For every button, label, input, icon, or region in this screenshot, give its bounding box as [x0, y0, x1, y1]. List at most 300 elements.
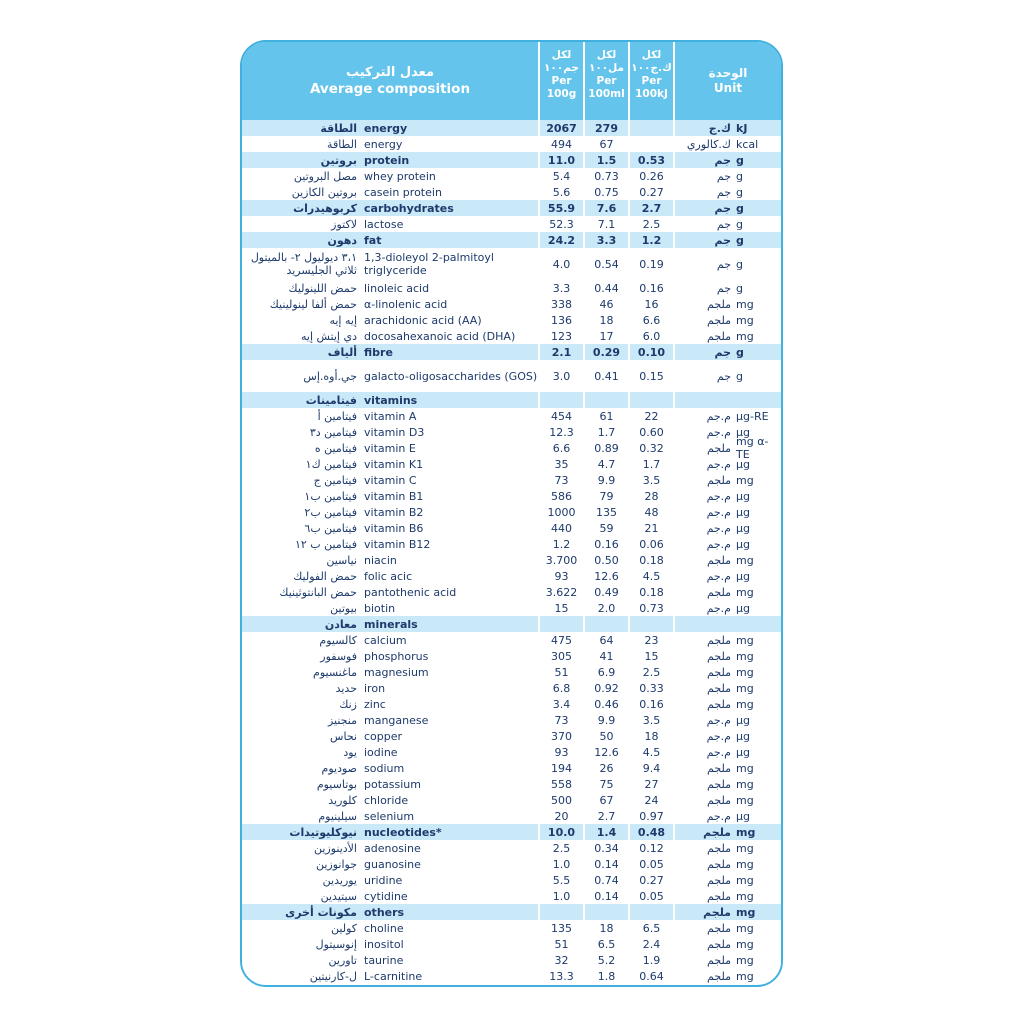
table-row — [242, 168, 781, 184]
per-column-arabic-unit: جم — [563, 62, 580, 74]
value-per-100g — [538, 904, 583, 920]
table-row — [242, 776, 781, 792]
nutrient-name-cell — [242, 440, 538, 456]
per-column-arabic-amount — [589, 62, 624, 75]
value-per-100g — [538, 616, 583, 632]
header-per-column-100ml — [583, 42, 628, 120]
nutrient-name-arabic: كلوريد — [328, 793, 357, 807]
unit-arabic: م.جم — [706, 489, 731, 503]
nutrient-name-arabic: مكونات أخرى — [285, 905, 357, 919]
nutrient-name-english: vitamin A — [364, 409, 417, 423]
unit-cell — [673, 824, 781, 840]
value-per-100kj: 0.48 — [628, 824, 673, 840]
nutrient-name-english: iron — [364, 681, 386, 695]
nutrient-name-arabic: فيتامين ه — [314, 441, 357, 455]
nutrient-name-cell — [242, 952, 538, 968]
nutrient-name-cell — [242, 616, 538, 632]
unit-english: g — [736, 369, 743, 383]
unit-english: mg — [736, 649, 754, 663]
unit-arabic: م.جم — [706, 521, 731, 535]
value-per-100g — [538, 392, 583, 408]
unit-english: mg — [736, 793, 754, 807]
unit-cell — [673, 392, 781, 408]
value-per-100g: 93 — [538, 568, 583, 584]
nutrient-name-arabic: زنك — [339, 697, 357, 711]
nutrient-name-arabic: حمض ألفا لينولينيك — [269, 297, 357, 311]
unit-arabic: ملجم — [707, 873, 731, 887]
nutrient-name-english: vitamin B2 — [364, 505, 424, 519]
unit-cell — [673, 456, 781, 472]
unit-arabic: ك.كالوري — [686, 137, 731, 151]
nutrient-name-english: vitamin B12 — [364, 537, 431, 551]
nutrient-name-english: copper — [364, 729, 403, 743]
table-row — [242, 296, 781, 312]
unit-cell — [673, 200, 781, 216]
value-per-100ml: 0.29 — [583, 344, 628, 360]
value-per-100kj: 0.27 — [628, 872, 673, 888]
unit-english: µg — [736, 425, 750, 439]
unit-english: mg — [736, 329, 754, 343]
value-per-100kj: 0.18 — [628, 584, 673, 600]
value-per-100kj — [628, 616, 673, 632]
unit-cell — [673, 872, 781, 888]
unit-cell — [673, 936, 781, 952]
nutrient-name-english: iodine — [364, 745, 398, 759]
unit-arabic: جم — [714, 345, 731, 359]
nutrient-name-arabic: فيتامين ب٢ — [304, 505, 357, 519]
value-per-100g: 2.5 — [538, 840, 583, 856]
value-per-100g: 5.4 — [538, 168, 583, 184]
unit-arabic: ملجم — [707, 841, 731, 855]
value-per-100ml: 279 — [583, 120, 628, 136]
nutrient-name-cell — [242, 968, 538, 984]
unit-english: µg-RE — [736, 409, 769, 423]
value-per-100ml: 9.9 — [583, 472, 628, 488]
nutrient-name-cell — [242, 664, 538, 680]
unit-cell — [673, 632, 781, 648]
value-per-100kj: 0.73 — [628, 600, 673, 616]
unit-arabic: جم — [714, 233, 731, 247]
value-per-100ml: 0.34 — [583, 840, 628, 856]
nutrient-name-english: choline — [364, 921, 404, 935]
value-per-100ml: 1.7 — [583, 424, 628, 440]
unit-english: mg α-TE — [736, 435, 769, 461]
nutrient-name-arabic: بروتين الكازين — [291, 185, 357, 199]
header-unit-english: Unit — [713, 81, 743, 95]
table-row — [242, 808, 781, 824]
unit-cell — [673, 680, 781, 696]
unit-cell — [673, 312, 781, 328]
unit-arabic: م.جم — [706, 601, 731, 615]
nutrient-name-arabic: جوانوزين — [315, 857, 357, 871]
value-per-100g: 51 — [538, 936, 583, 952]
nutrient-name-arabic: مصل البروتين — [293, 169, 357, 183]
nutrient-name-cell — [242, 904, 538, 920]
nutrient-name-cell — [242, 776, 538, 792]
nutrient-name-english: fat — [364, 233, 382, 247]
nutrient-name-arabic: فيتامين ب٦ — [304, 521, 357, 535]
unit-arabic: ملجم — [707, 649, 731, 663]
table-row — [242, 856, 781, 872]
value-per-100ml: 75 — [583, 776, 628, 792]
nutrient-name-arabic: بروتين — [320, 153, 357, 167]
value-per-100g: 51 — [538, 664, 583, 680]
value-per-100g: 35 — [538, 456, 583, 472]
table-row — [242, 728, 781, 744]
nutrient-name-cell — [242, 408, 538, 424]
unit-arabic: ملجم — [707, 633, 731, 647]
table-row — [242, 680, 781, 696]
table-row — [242, 888, 781, 904]
nutrient-name-arabic: الأدينوزين — [313, 841, 357, 855]
value-per-100g: 52.3 — [538, 216, 583, 232]
value-per-100g: 73 — [538, 712, 583, 728]
unit-arabic: ملجم — [707, 969, 731, 983]
value-per-100kj: 24 — [628, 792, 673, 808]
nutrient-name-arabic: فيتامين ك١ — [305, 457, 357, 471]
nutrient-name-arabic: حديد — [335, 681, 357, 695]
table-row — [242, 344, 781, 360]
table-row — [242, 472, 781, 488]
value-per-100ml — [583, 392, 628, 408]
per-column-arabic-number: ١٠٠ — [631, 62, 651, 74]
unit-arabic: ملجم — [707, 777, 731, 791]
value-per-100kj: 0.15 — [628, 360, 673, 392]
value-per-100kj: 23 — [628, 632, 673, 648]
nutrient-name-arabic: إنوسيتول — [315, 937, 357, 951]
nutrient-name-cell — [242, 680, 538, 696]
nutrient-name-arabic: دي إيتش إيه — [301, 329, 357, 343]
unit-cell — [673, 216, 781, 232]
nutrient-name-english: minerals — [364, 617, 418, 631]
table-row — [242, 568, 781, 584]
value-per-100g: 4.0 — [538, 248, 583, 280]
value-per-100g: 194 — [538, 760, 583, 776]
unit-arabic: ملجم — [707, 761, 731, 775]
nutrient-name-english: chloride — [364, 793, 409, 807]
value-per-100g: 73 — [538, 472, 583, 488]
unit-english: µg — [736, 537, 750, 551]
value-per-100ml: 26 — [583, 760, 628, 776]
unit-cell — [673, 136, 781, 152]
table-row — [242, 424, 781, 440]
unit-english: mg — [736, 553, 754, 567]
header-unit-arabic: الوحدة — [708, 66, 748, 80]
unit-arabic: م.جم — [706, 409, 731, 423]
unit-english: mg — [736, 697, 754, 711]
unit-english: µg — [736, 521, 750, 535]
table-row — [242, 520, 781, 536]
value-per-100kj: 0.16 — [628, 280, 673, 296]
value-per-100ml: 6.9 — [583, 664, 628, 680]
table-row — [242, 664, 781, 680]
value-per-100ml: 18 — [583, 920, 628, 936]
nutrient-name-english: energy — [364, 121, 408, 135]
unit-arabic: ملجم — [707, 473, 731, 487]
nutrient-name-english: docosahexanoic acid (DHA) — [364, 329, 516, 343]
unit-arabic: م.جم — [706, 537, 731, 551]
unit-english: mg — [736, 761, 754, 775]
value-per-100kj — [628, 120, 673, 136]
unit-english: mg — [736, 937, 754, 951]
unit-cell — [673, 344, 781, 360]
nutrient-name-cell — [242, 744, 538, 760]
nutrient-name-arabic: معادن — [324, 617, 357, 631]
unit-arabic: ملجم — [707, 857, 731, 871]
nutrient-name-cell — [242, 824, 538, 840]
nutrient-name-english: energy — [364, 137, 403, 151]
value-per-100ml: 6.5 — [583, 936, 628, 952]
nutrient-name-arabic: صوديوم — [321, 761, 357, 775]
unit-arabic: ملجم — [707, 441, 731, 455]
unit-english: g — [736, 233, 744, 247]
nutrient-name-english: vitamin D3 — [364, 425, 425, 439]
unit-cell — [673, 648, 781, 664]
table-row — [242, 952, 781, 968]
unit-arabic: ملجم — [707, 937, 731, 951]
value-per-100ml: 135 — [583, 504, 628, 520]
unit-cell — [673, 504, 781, 520]
nutrient-name-english: cytidine — [364, 889, 408, 903]
unit-cell — [673, 168, 781, 184]
unit-cell — [673, 584, 781, 600]
nutrient-name-arabic: يوريدين — [322, 873, 357, 887]
value-per-100ml — [583, 904, 628, 920]
unit-arabic: ملجم — [707, 953, 731, 967]
unit-english: g — [736, 153, 744, 167]
value-per-100kj: 0.27 — [628, 184, 673, 200]
value-per-100ml: 0.89 — [583, 440, 628, 456]
nutrient-name-english: lactose — [364, 217, 404, 231]
value-per-100kj: 6.5 — [628, 920, 673, 936]
per-column-english-word: Per — [641, 75, 662, 87]
unit-english: mg — [736, 681, 754, 695]
unit-cell — [673, 280, 781, 296]
value-per-100g: 136 — [538, 312, 583, 328]
nutrient-name-english: nucleotides* — [364, 825, 442, 839]
value-per-100ml: 3.3 — [583, 232, 628, 248]
unit-cell — [673, 776, 781, 792]
unit-arabic: جم — [714, 153, 731, 167]
nutrient-name-english: vitamin B1 — [364, 489, 424, 503]
value-per-100g: 440 — [538, 520, 583, 536]
nutrient-name-english: manganese — [364, 713, 429, 727]
unit-cell — [673, 808, 781, 824]
unit-cell — [673, 760, 781, 776]
nutrient-name-cell — [242, 728, 538, 744]
table-row — [242, 488, 781, 504]
nutrient-name-english: carbohydrates — [364, 201, 454, 215]
nutrient-name-english: casein protein — [364, 185, 442, 199]
table-row — [242, 200, 781, 216]
nutrient-name-arabic: حمض البانتوثينيك — [279, 585, 357, 599]
value-per-100kj: 0.12 — [628, 840, 673, 856]
value-per-100ml: 12.6 — [583, 744, 628, 760]
nutrient-name-cell — [242, 792, 538, 808]
nutrient-name-english: α-linolenic acid — [364, 297, 448, 311]
unit-cell — [673, 952, 781, 968]
unit-english: mg — [736, 953, 754, 967]
unit-cell — [673, 600, 781, 616]
nutrient-name-arabic: ألياف — [327, 345, 357, 359]
value-per-100kj: 16 — [628, 296, 673, 312]
value-per-100kj: 22 — [628, 408, 673, 424]
unit-english: mg — [736, 905, 756, 919]
value-per-100g: 15 — [538, 600, 583, 616]
unit-cell — [673, 488, 781, 504]
table-row — [242, 904, 781, 920]
nutrient-name-english: protein — [364, 153, 410, 167]
unit-arabic: م.جم — [706, 745, 731, 759]
value-per-100kj: 2.5 — [628, 216, 673, 232]
nutrient-name-cell — [242, 472, 538, 488]
value-per-100ml: 0.74 — [583, 872, 628, 888]
nutrient-name-cell — [242, 872, 538, 888]
unit-arabic: جم — [716, 369, 731, 383]
table-row — [242, 712, 781, 728]
nutrient-name-english: L-carnitine — [364, 969, 423, 983]
value-per-100kj: 9.4 — [628, 760, 673, 776]
nutrient-name-cell — [242, 888, 538, 904]
nutrient-name-cell — [242, 456, 538, 472]
value-per-100ml: 67 — [583, 136, 628, 152]
value-per-100kj — [628, 136, 673, 152]
header-per-column-100kJ — [628, 42, 673, 120]
unit-english: g — [736, 217, 743, 231]
unit-english: mg — [736, 857, 754, 871]
unit-arabic: ملجم — [707, 793, 731, 807]
value-per-100kj: 2.5 — [628, 664, 673, 680]
value-per-100ml: 5.2 — [583, 952, 628, 968]
nutrient-name-cell — [242, 120, 538, 136]
value-per-100ml: 1.8 — [583, 968, 628, 984]
header-per-column-100g — [538, 42, 583, 120]
nutrient-name-english: phosphorus — [364, 649, 429, 663]
nutrient-name-arabic: لاكتوز — [331, 217, 357, 231]
nutrient-name-arabic: فيتامين د٣ — [309, 425, 357, 439]
unit-cell — [673, 552, 781, 568]
unit-english: mg — [736, 585, 754, 599]
nutrient-name-arabic: كالسيوم — [319, 633, 357, 647]
unit-english: mg — [736, 633, 754, 647]
value-per-100kj: 0.64 — [628, 968, 673, 984]
value-per-100kj: 4.5 — [628, 744, 673, 760]
value-per-100ml: 12.6 — [583, 568, 628, 584]
per-column-arabic-word: لكل — [551, 49, 572, 61]
nutrient-name-english: uridine — [364, 873, 403, 887]
unit-cell — [673, 920, 781, 936]
nutrient-name-english: vitamin C — [364, 473, 417, 487]
unit-english: mg — [736, 841, 754, 855]
value-per-100g: 6.6 — [538, 440, 583, 456]
value-per-100ml: 50 — [583, 728, 628, 744]
value-per-100g: 2.1 — [538, 344, 583, 360]
unit-arabic: ملجم — [703, 825, 731, 839]
nutrient-name-english: vitamin B6 — [364, 521, 424, 535]
value-per-100ml: 0.50 — [583, 552, 628, 568]
per-column-arabic-unit: ك.ج — [650, 62, 672, 74]
nutrient-name-cell — [242, 856, 538, 872]
value-per-100g: 454 — [538, 408, 583, 424]
nutrient-name-cell — [242, 568, 538, 584]
unit-arabic: م.جم — [706, 809, 731, 823]
value-per-100kj: 0.97 — [628, 808, 673, 824]
unit-cell — [673, 888, 781, 904]
nutrient-name-english: vitamins — [364, 393, 418, 407]
nutrient-name-cell — [242, 600, 538, 616]
nutrient-name-cell — [242, 184, 538, 200]
value-per-100ml: 0.46 — [583, 696, 628, 712]
value-per-100ml: 59 — [583, 520, 628, 536]
nutrient-name-arabic: حمض اللينوليك — [288, 281, 357, 295]
unit-cell — [673, 152, 781, 168]
table-row — [242, 920, 781, 936]
unit-english: mg — [736, 825, 756, 839]
per-columns — [538, 42, 673, 120]
value-per-100kj: 0.05 — [628, 856, 673, 872]
value-per-100kj: 0.10 — [628, 344, 673, 360]
table-row — [242, 435, 781, 461]
nutrient-name-arabic: سيتيدين — [320, 889, 357, 903]
average-composition-table — [240, 40, 783, 987]
table-row — [242, 600, 781, 616]
value-per-100ml: 18 — [583, 312, 628, 328]
per-column-english-word: Per — [596, 75, 617, 87]
nutrient-name-cell — [242, 488, 538, 504]
unit-arabic: ملجم — [707, 681, 731, 695]
value-per-100kj: 21 — [628, 520, 673, 536]
unit-arabic: م.جم — [706, 425, 731, 439]
per-column-arabic-number: ١٠٠ — [588, 62, 609, 74]
unit-arabic: ملجم — [707, 553, 731, 567]
unit-arabic: م.جم — [706, 569, 731, 583]
unit-arabic: م.جم — [706, 505, 731, 519]
nutrient-name-arabic: فوسفور — [320, 649, 357, 663]
value-per-100ml: 79 — [583, 488, 628, 504]
value-per-100kj: 28 — [628, 488, 673, 504]
value-per-100ml: 0.54 — [583, 248, 628, 280]
value-per-100g: 3.3 — [538, 280, 583, 296]
value-per-100kj: 0.53 — [628, 152, 673, 168]
nutrient-name-cell — [242, 536, 538, 552]
unit-english: µg — [736, 809, 750, 823]
value-per-100ml: 1.4 — [583, 824, 628, 840]
value-per-100g: 11.0 — [538, 152, 583, 168]
per-column-arabic-amount — [544, 62, 579, 75]
value-per-100kj: 0.60 — [628, 424, 673, 440]
table-row — [242, 456, 781, 472]
value-per-100kj: 6.0 — [628, 328, 673, 344]
unit-english: µg — [736, 729, 750, 743]
nutrient-name-english: potassium — [364, 777, 421, 791]
table-row — [242, 328, 781, 344]
table-row — [242, 184, 781, 200]
unit-english: g — [736, 281, 743, 295]
value-per-100kj: 48 — [628, 504, 673, 520]
nutrient-name-cell — [242, 584, 538, 600]
table-row — [242, 360, 781, 392]
unit-arabic: ملجم — [707, 697, 731, 711]
nutrient-name-cell — [242, 632, 538, 648]
value-per-100kj: 0.06 — [628, 536, 673, 552]
unit-cell — [673, 744, 781, 760]
nutrient-name-arabic: سيلينيوم — [318, 809, 357, 823]
nutrient-name-arabic: فيتامين ب ١٢ — [294, 537, 357, 551]
per-column-arabic-unit: مل — [608, 62, 625, 74]
unit-english: kJ — [736, 121, 748, 135]
table-row — [242, 936, 781, 952]
nutrient-name-arabic: جي.أوه.إس — [303, 369, 357, 383]
